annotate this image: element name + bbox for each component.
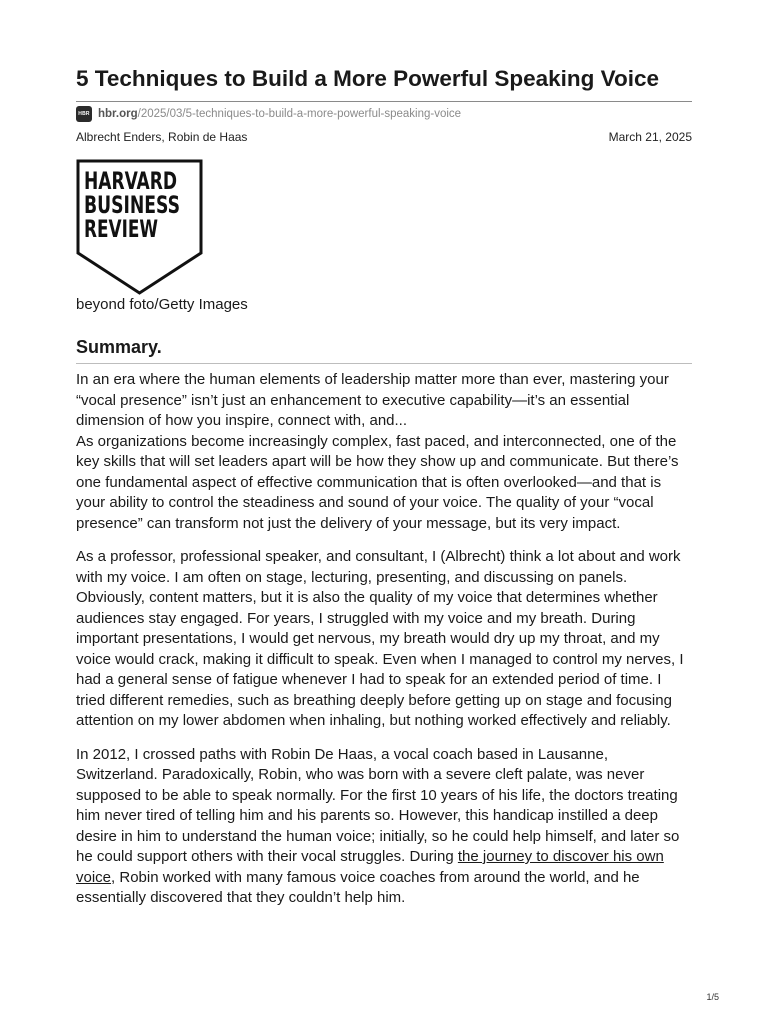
paragraph-3-text-start: In 2012, I crossed paths with Robin De Haas, a vocal coach based in Lausanne, Switzerland. Paradoxically, Robin, who was born with a severe cleft palate, was never supposed to be able to speak normally. For the first 10 years of his life, the doctors treating him never tired of telling him and his parents so. However, this handicap instilled a deep desire in him to understand the human voice; initially, so he could help himself, and later so he could support others with their vocal struggles. During [76, 745, 680, 865]
logo-line-harvard: HARVARD [84, 167, 177, 195]
hbr-logo-shield [76, 159, 204, 296]
title-divider [76, 101, 692, 102]
journey-link[interactable]: the journey to discover his own voice [76, 848, 664, 886]
source-domain[interactable]: hbr.org [98, 108, 138, 120]
intro-paragraph: As organizations become increasingly complex, fast paced, and interconnected, one of the key skills that will set leaders apart will be how they show up and communicate. But there’s one fundamental aspect of effective communication that is often overlooked—and that is your ability to control the steadiness and sound of your voice. The quality of your “vocal presence” can transform not just the delivery of your message, but its very impact. [76, 432, 679, 532]
article-title: 5 Techniques to Build a More Powerful Speaking Voice [76, 66, 660, 91]
image-caption: beyond foto/Getty Images [76, 296, 248, 313]
body-paragraph-3 [76, 745, 692, 909]
summary-heading: Summary. [76, 337, 162, 357]
summary-paragraph: In an era where the human elements of leadership matter more than ever, mastering your “vocal presence” isn’t just an enhancement to executive capability—it’s an essential dimension of how you inspire, connect with, and... [76, 371, 669, 429]
summary-divider [76, 363, 692, 364]
hbr-favicon-icon: HBR [76, 106, 92, 122]
source-line[interactable] [76, 106, 461, 122]
logo-line-business: BUSINESS [84, 191, 180, 219]
article-authors: Albrecht Enders, Robin de Haas [76, 130, 248, 144]
byline [76, 130, 692, 145]
source-path[interactable]: /2025/03/5-techniques-to-build-a-more-powerful-speaking-voice [137, 108, 462, 120]
article-body [76, 370, 692, 909]
body-paragraph-2: As a professor, professional speaker, and consultant, I (Albrecht) think a lot about and work with my voice. I am often on stage, lecturing, presenting, and discussing on panels. Obviously, content matters, but it is also the quality of my voice that determines whether audiences stay engaged. For years, I struggled with my voice and my breath. During important presentations, I would get nervous, my breath would dry up my throat, and my voice would crack, making it difficult to speak. Even when I managed to control my nerves, I had a general sense of fatigue whenever I had to speak for an extended period of time. I tried different remedies, such as breathing deeply before getting up on stage and focusing attention on my lower abdomen when inhaling, but nothing worked effectively and reliably. [76, 548, 684, 729]
paragraph-3-text-end: , Robin worked with many famous voice coaches from around the world, and he essentially discovered that they couldn’t help him. [76, 868, 640, 906]
page-indicator: 1/5 [706, 992, 719, 1002]
article-date: March 21, 2025 [608, 130, 692, 144]
logo-line-review: REVIEW [84, 215, 159, 243]
